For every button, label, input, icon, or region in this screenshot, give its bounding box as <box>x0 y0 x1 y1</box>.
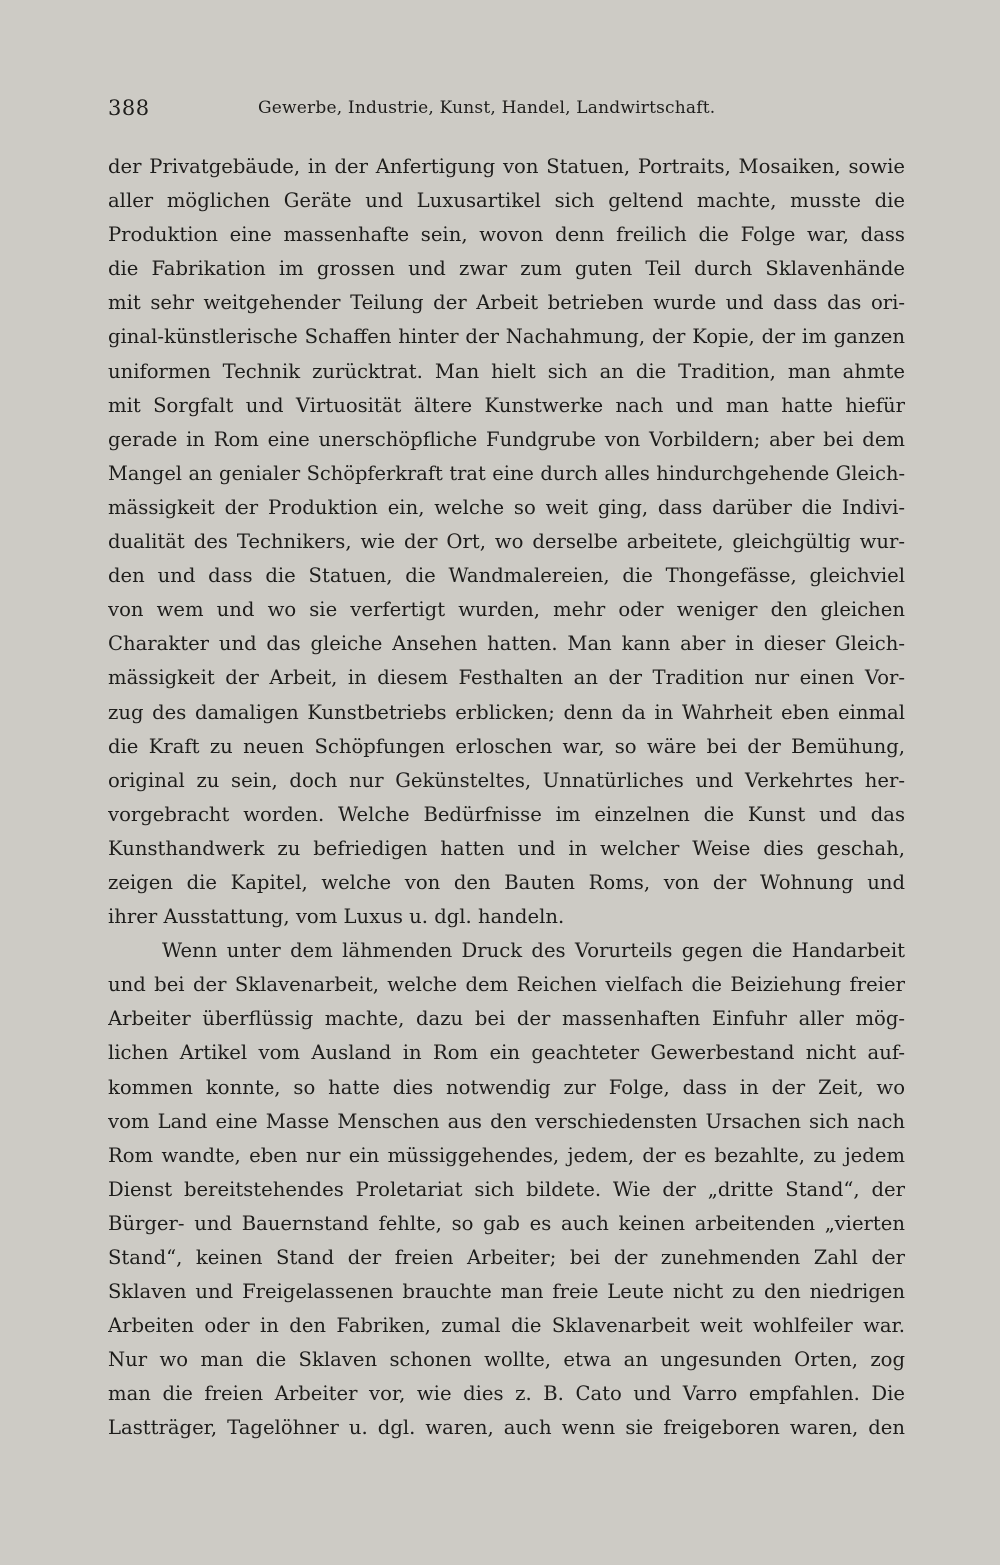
text-line: den und dass die Statuen, die Wandmalereien, die Thongefässe, gleichviel <box>108 564 905 588</box>
text-line: Wenn unter dem lähmenden Druck des Vorurteils gegen die Handarbeit <box>162 939 905 963</box>
text-line: Produktion eine massenhafte sein, wovon denn freilich die Folge war, dass <box>108 223 905 247</box>
text-line: Lastträger, Tagelöhner u. dgl. waren, auch wenn sie freigeboren waren, den <box>108 1416 905 1440</box>
text-line: Sklaven und Freigelassenen brauchte man freie Leute nicht zu den niedrigen <box>108 1280 905 1304</box>
text-line: die Kraft zu neuen Schöpfungen erloschen war, so wäre bei der Bemühung, <box>108 734 905 758</box>
text-line: Kunsthandwerk zu befriedigen hatten und in welcher Weise dies geschah, <box>108 836 905 860</box>
page-header <box>108 96 903 130</box>
text-line: die Fabrikation im grossen und zwar zum guten Teil durch Sklavenhände <box>108 257 905 281</box>
text-line: Stand“, keinen Stand der freien Arbeiter; bei der zunehmenden Zahl der <box>108 1246 905 1269</box>
text-line: lichen Artikel vom Ausland in Rom ein geachteter Gewerbestand nicht auf- <box>108 1041 905 1065</box>
text-line: zeigen die Kapitel, welche von den Bauten Roms, von der Wohnung und <box>108 870 905 894</box>
text-line: uniformen Technik zurücktrat. Man hielt sich an die Tradition, man ahmte <box>108 359 905 383</box>
text-line: vorgebracht worden. Welche Bedürfnisse im einzelnen die Kunst und das <box>108 802 905 826</box>
page-number: 388 <box>108 96 150 120</box>
text-line: mässigkeit der Produktion ein, welche so weit ging, dass darüber die Indivi- <box>108 495 905 519</box>
text-line: kommen konnte, so hatte dies notwendig zur Folge, dass in der Zeit, wo <box>108 1075 905 1099</box>
text-line: zug des damaligen Kunstbetriebs erblicken; denn da in Wahrheit eben einmal <box>108 700 905 724</box>
text-line: Arbeiten oder in den Fabriken, zumal die Sklavenarbeit weit wohlfeiler war. <box>108 1314 905 1338</box>
paragraph-2 <box>108 934 905 1445</box>
text-line: mit Sorgfalt und Virtuosität ältere Kunstwerke nach und man hatte hiefür <box>108 393 905 417</box>
body-text <box>108 150 905 1446</box>
text-line: Bürger- und Bauernstand fehlte, so gab es auch keinen arbeitenden „vierten <box>108 1211 905 1235</box>
text-line: gerade in Rom eine unerschöpfliche Fundgrube von Vorbildern; aber bei dem <box>108 427 905 451</box>
text-line: mässigkeit der Arbeit, in diesem Festhalten an der Tradition nur einen Vor- <box>108 666 905 690</box>
text-line: Dienst bereitstehendes Proletariat sich bildete. Wie der „dritte Stand“, der <box>108 1177 905 1201</box>
text-line: original zu sein, doch nur Gekünsteltes, Unnatürliches und Verkehrtes her- <box>108 768 905 792</box>
running-title: Gewerbe, Industrie, Kunst, Handel, Landwirtschaft. <box>258 98 716 118</box>
text-line: von wem und wo sie verfertigt wurden, mehr oder weniger den gleichen <box>108 598 905 622</box>
text-line: dualität des Technikers, wie der Ort, wo derselbe arbeitete, gleichgültig wur- <box>108 530 905 554</box>
text-line: mit sehr weitgehender Teilung der Arbeit betrieben wurde und dass das ori- <box>108 291 905 315</box>
text-line: Charakter und das gleiche Ansehen hatten. Man kann aber in dieser Gleich- <box>108 632 905 656</box>
text-line: und bei der Sklavenarbeit, welche dem Reichen vielfach die Beiziehung freier <box>108 973 905 997</box>
text-line: Arbeiter überflüssig machte, dazu bei der massenhaften Einfuhr aller mög- <box>108 1007 905 1031</box>
text-line: Nur wo man die Sklaven schonen wollte, etwa an ungesunden Orten, zog <box>108 1348 905 1372</box>
text-line: man die freien Arbeiter vor, wie dies z. B. Cato und Varro empfahlen. Die <box>108 1382 905 1406</box>
text-line: ginal-künstlerische Schaffen hinter der Nachahmung, der Kopie, der im ganzen <box>108 325 905 349</box>
text-line: der Privatgebäude, in der Anfertigung von Statuen, Portraits, Mosaiken, sowie <box>108 155 905 178</box>
text-line: Mangel an genialer Schöpferkraft trat eine durch alles hindurchgehende Gleich- <box>108 461 905 485</box>
text-line: aller möglichen Geräte und Luxusartikel sich geltend machte, musste die <box>108 189 905 213</box>
paragraph-1 <box>108 150 905 934</box>
text-line: vom Land eine Masse Menschen aus den verschiedensten Ursachen sich nach <box>108 1109 905 1133</box>
text-line: Rom wandte, eben nur ein müssiggehendes, jedem, der es bezahlte, zu jedem <box>108 1143 905 1167</box>
text-line: ihrer Ausstattung, vom Luxus u. dgl. handeln. <box>108 905 565 929</box>
